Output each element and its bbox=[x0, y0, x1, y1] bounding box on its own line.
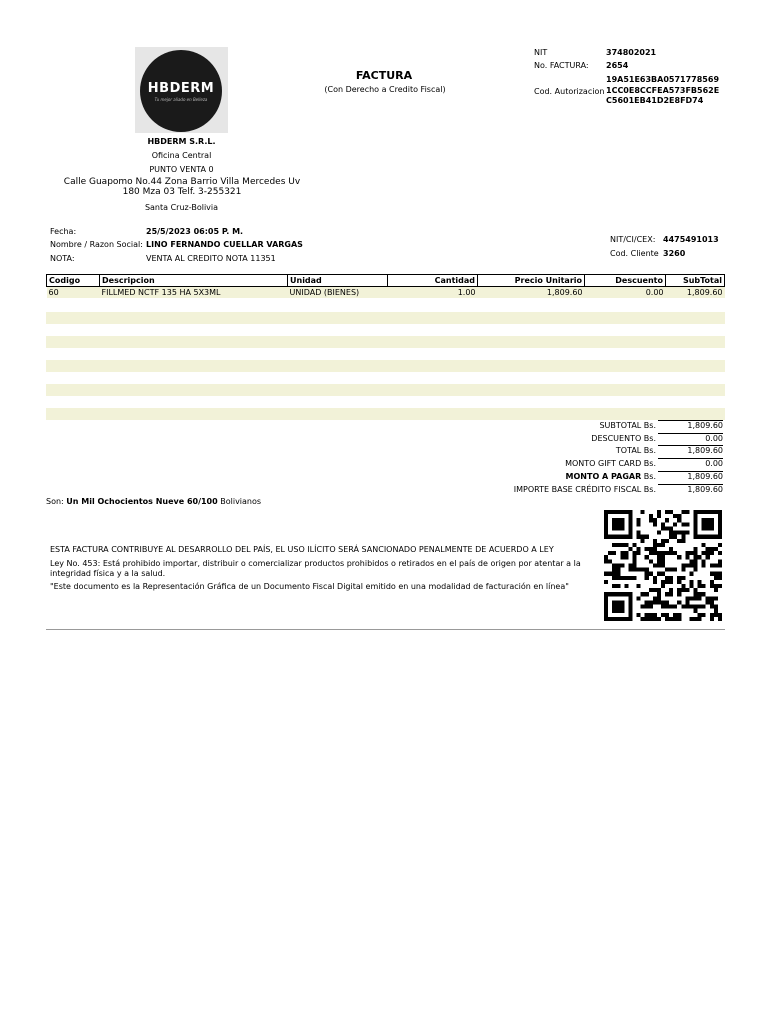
base-value: 1,809.60 bbox=[658, 484, 723, 494]
gift-label: MONTO GIFT CARD Bs. bbox=[565, 459, 656, 468]
subtotal-value: 1,809.60 bbox=[658, 420, 723, 430]
amount-words: Un Mil Ochocientos Nueve 60/100 bbox=[66, 497, 218, 506]
col-precio: Precio Unitario bbox=[478, 275, 585, 287]
auth-line-2: 1CC0E8CCFEA573FB562E bbox=[606, 86, 720, 95]
auth-line-1: 19A51E63BA0571778569 bbox=[606, 75, 720, 84]
discount-label: DESCUENTO Bs. bbox=[591, 434, 656, 443]
pay-label bbox=[470, 472, 656, 481]
items-table bbox=[46, 274, 725, 298]
company-address-1: Calle Guapomo No.44 Zona Barrio Villa Mercedes Uv bbox=[63, 177, 301, 187]
table-row bbox=[47, 287, 725, 299]
qr-code-icon bbox=[604, 510, 722, 621]
col-descripcion: Descripcion bbox=[100, 275, 288, 287]
discount-value: 0.00 bbox=[658, 433, 723, 443]
company-office: Oficina Central bbox=[151, 151, 212, 160]
invoice-subtitle: (Con Derecho a Credito Fiscal) bbox=[324, 85, 446, 94]
table-header-row bbox=[47, 275, 725, 287]
cell-descuento: 0.00 bbox=[645, 288, 664, 297]
logo-tagline: Tu mejor aliado en Belleza bbox=[154, 96, 208, 102]
col-cantidad: Cantidad bbox=[388, 275, 478, 287]
base-label: IMPORTE BASE CRÉDITO FISCAL Bs. bbox=[513, 485, 656, 494]
pay-value: 1,809.60 bbox=[658, 471, 723, 481]
company-logo bbox=[135, 47, 228, 133]
factura-value: 2654 bbox=[606, 61, 629, 70]
nit-value: 374802021 bbox=[606, 48, 657, 57]
company-name: HBDERM S.R.L. bbox=[147, 137, 216, 146]
total-value: 1,809.60 bbox=[658, 445, 723, 455]
note-value: VENTA AL CREDITO NOTA 11351 bbox=[146, 254, 276, 263]
factura-label: No. FACTURA: bbox=[534, 61, 589, 70]
date-value: 25/5/2023 06:05 P. M. bbox=[146, 227, 244, 236]
table-stripe bbox=[46, 384, 725, 396]
amount-suffix: Bolivianos bbox=[217, 497, 262, 506]
client-name-value: LINO FERNANDO CUELLAR VARGAS bbox=[146, 240, 303, 249]
company-city: Santa Cruz-Bolivia bbox=[144, 203, 219, 212]
client-code-value: 3260 bbox=[663, 249, 686, 258]
table-stripe bbox=[46, 312, 725, 324]
client-code-label: Cod. Cliente bbox=[610, 249, 659, 258]
col-unidad: Unidad bbox=[288, 275, 388, 287]
client-name-label: Nombre / Razon Social: bbox=[50, 240, 143, 249]
col-descuento: Descuento bbox=[585, 275, 666, 287]
note-label: NOTA: bbox=[50, 254, 75, 263]
table-stripe bbox=[46, 336, 725, 348]
table-stripe bbox=[46, 360, 725, 372]
subtotal-label: SUBTOTAL Bs. bbox=[599, 421, 656, 430]
pay-label-bold: MONTO A PAGAR bbox=[565, 472, 642, 481]
date-label: Fecha: bbox=[50, 227, 77, 236]
cell-cantidad: 1.00 bbox=[457, 288, 476, 297]
col-subtotal: SubTotal bbox=[666, 275, 725, 287]
law-notice-2: integridad física y a la salud. bbox=[50, 569, 166, 578]
cell-descripcion: FILLMED NCTF 135 HA 5X3ML bbox=[101, 288, 221, 297]
legal-notice: ESTA FACTURA CONTRIBUYE AL DESARROLLO DEL PAÍS, EL USO ILÍCITO SERÁ SANCIONADO PENALMENTE DE ACUERDO A LEY bbox=[50, 545, 554, 554]
logo-circle bbox=[140, 50, 222, 132]
table-stripe bbox=[46, 408, 725, 420]
amount-in-words bbox=[46, 497, 261, 506]
pay-label-currency: Bs. bbox=[641, 472, 656, 481]
total-label: TOTAL Bs. bbox=[615, 446, 656, 455]
company-point: PUNTO VENTA 0 bbox=[149, 165, 214, 174]
cell-unidad: UNIDAD (BIENES) bbox=[289, 288, 360, 297]
client-nit-label: NIT/CI/CEX: bbox=[610, 235, 656, 244]
auth-line-3: C5601EB41D2E8FD74 bbox=[606, 96, 704, 105]
auth-label: Cod. Autorizacion bbox=[534, 87, 605, 96]
client-nit-value: 4475491013 bbox=[663, 235, 719, 244]
cell-codigo: 60 bbox=[48, 288, 59, 297]
company-address-2: 180 Mza 03 Telf. 3-255321 bbox=[122, 187, 242, 197]
col-codigo: Codigo bbox=[47, 275, 100, 287]
gift-value: 0.00 bbox=[658, 458, 723, 468]
logo-name: HBDERM bbox=[147, 80, 215, 96]
amount-prefix: Son: bbox=[46, 497, 67, 506]
invoice-title: FACTURA bbox=[355, 69, 413, 82]
cell-subtotal: 1,809.60 bbox=[686, 288, 723, 297]
nit-label: NIT bbox=[534, 48, 548, 57]
cell-precio: 1,809.60 bbox=[546, 288, 583, 297]
bottom-divider bbox=[46, 629, 725, 630]
digital-document-notice: "Este documento es la Representación Gráfica de un Documento Fiscal Digital emitido en una modalidad de facturación en línea" bbox=[50, 582, 569, 591]
law-notice-1: Ley No. 453: Está prohibido importar, distribuir o comercializar productos prohibidos o retirados en el país de origen por atentar a la bbox=[50, 559, 581, 568]
